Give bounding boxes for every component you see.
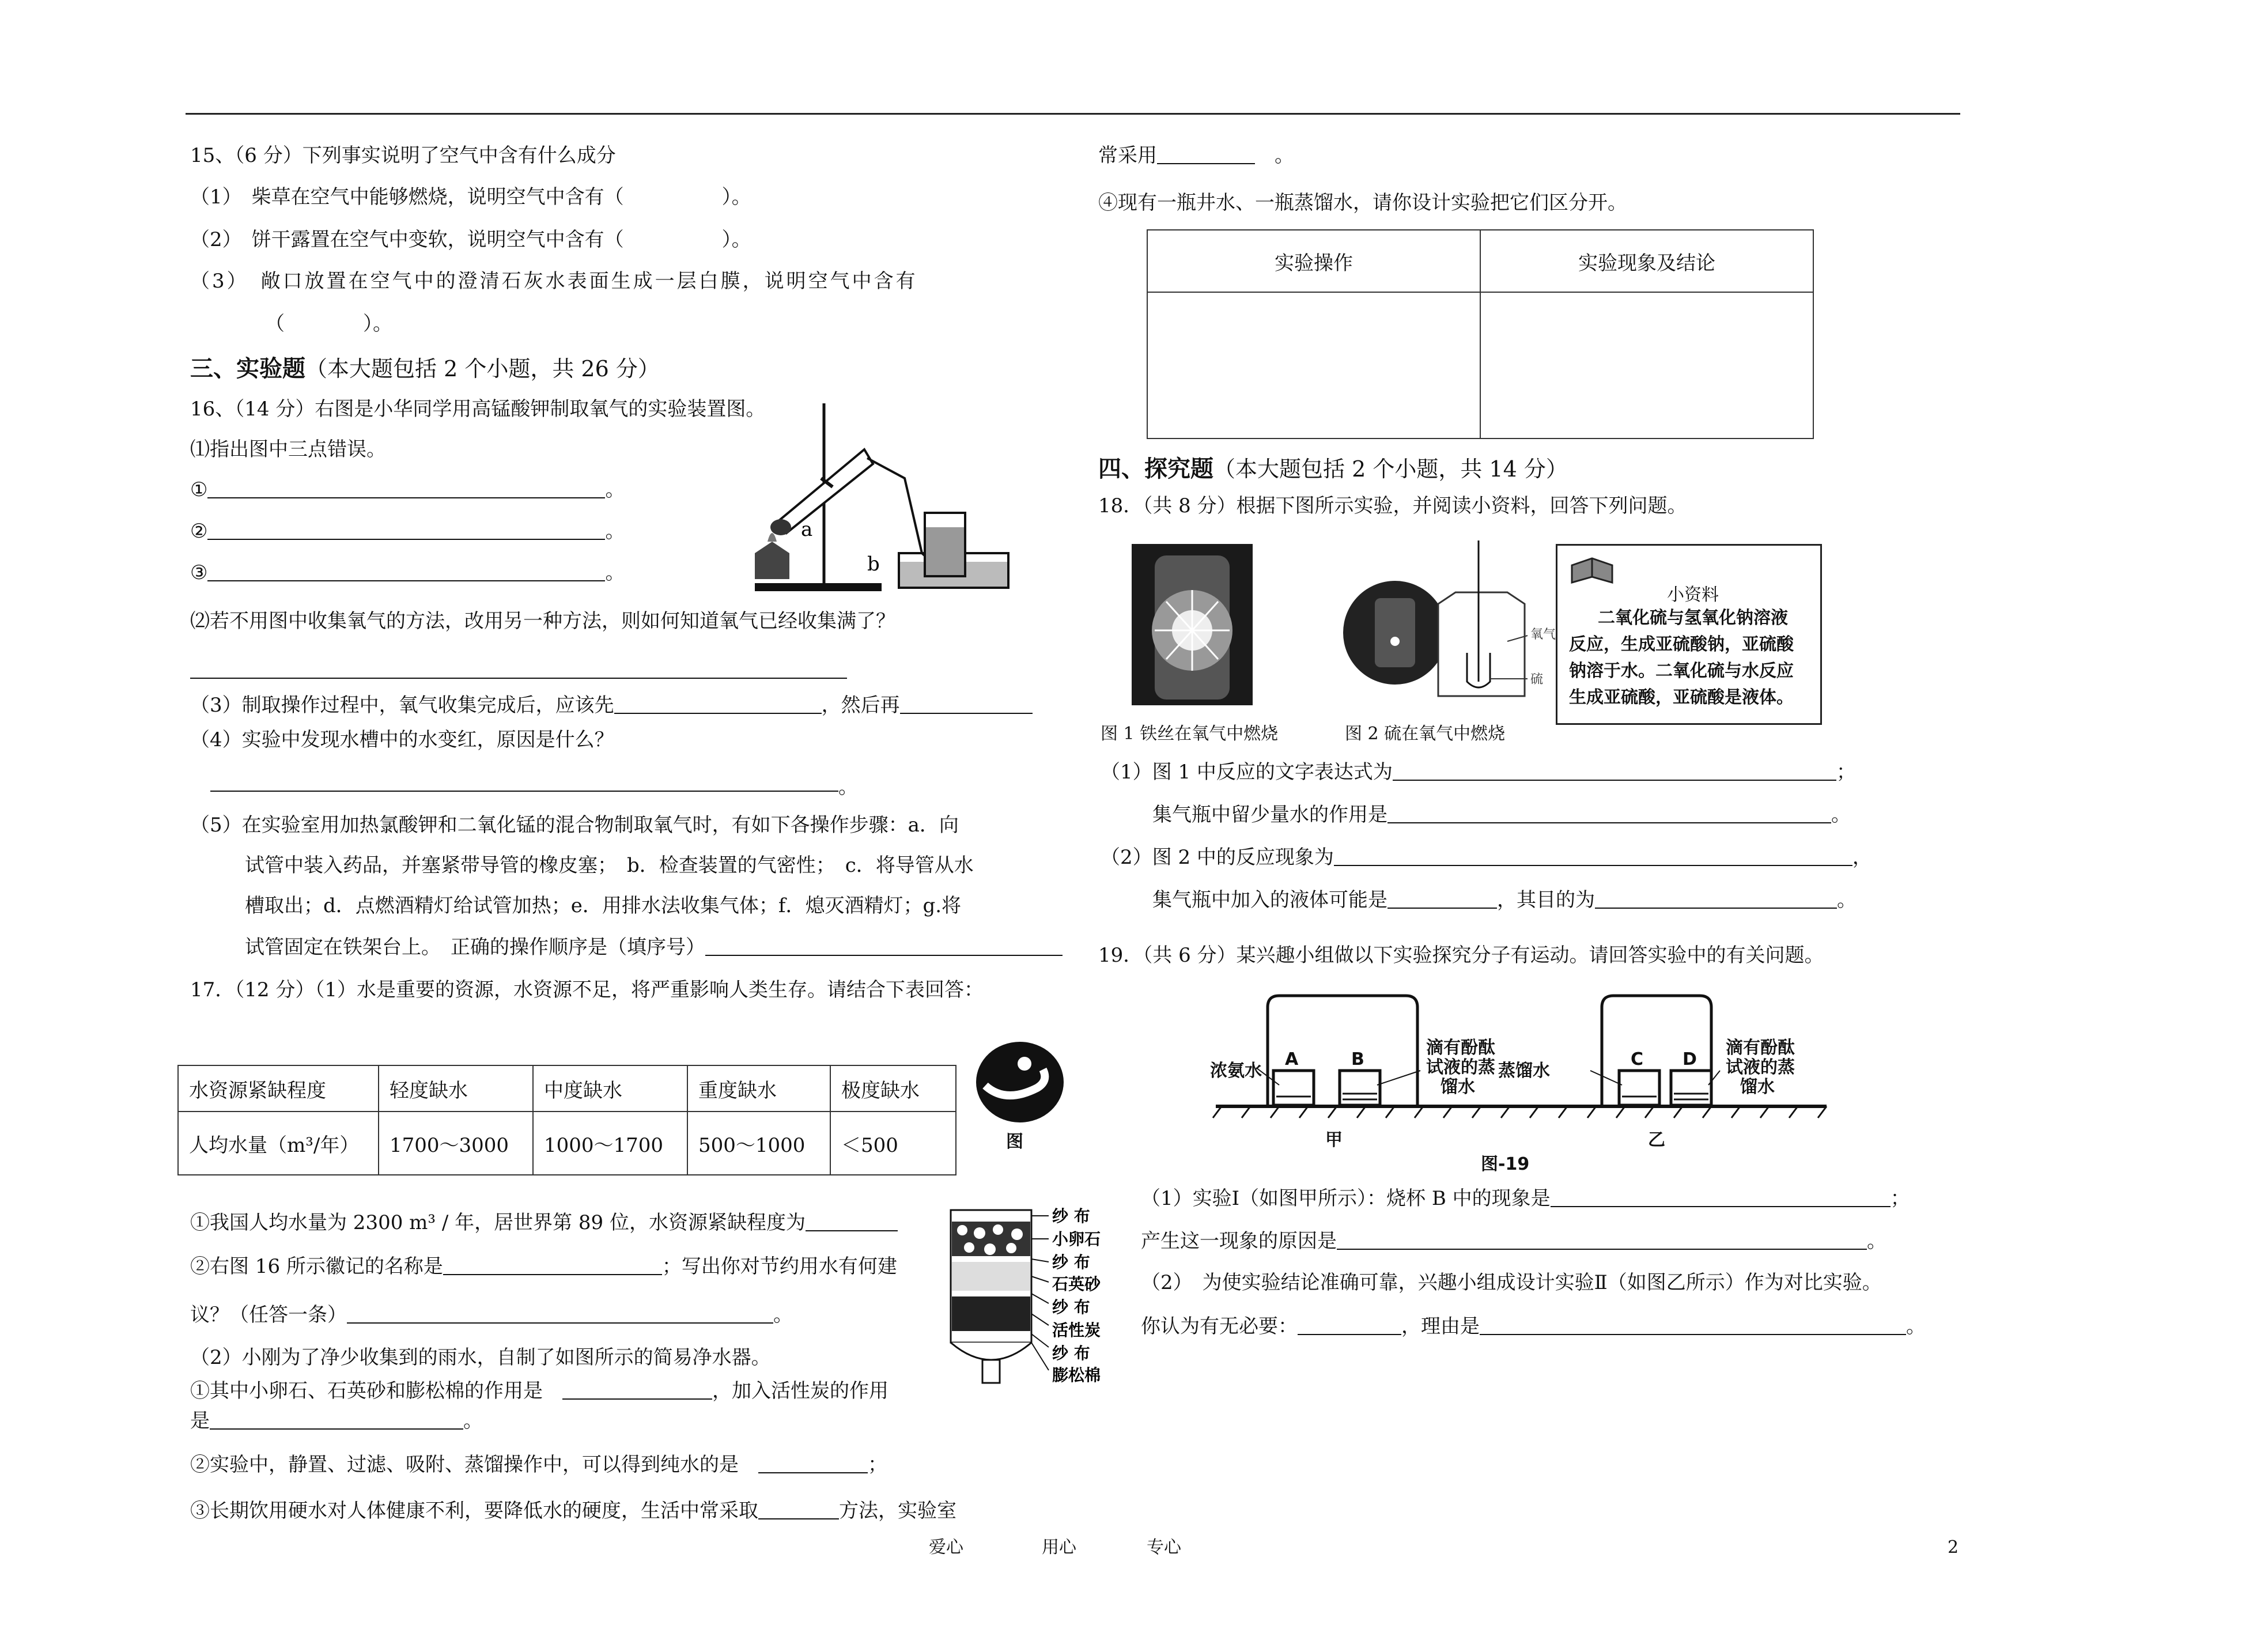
q17-b2: ②实验中，静置、过滤、吸附、蒸馏操作中，可以得到纯水的是 ； — [190, 1453, 887, 1476]
water-saving-logo-icon — [974, 1041, 1066, 1127]
distilled-water-label: 蒸馏水 — [1498, 1061, 1550, 1081]
filter-label: 小卵石 — [1052, 1230, 1101, 1249]
oxygen-apparatus-figure — [732, 380, 1014, 599]
q16-part-4: （4）实验中发现水槽中的水变红，原因是什么？ — [190, 728, 614, 751]
drip-label: 试液的蒸 — [1726, 1057, 1795, 1078]
footer-text: 专心 — [1147, 1537, 1181, 1558]
q19-answer-2: 产生这一现象的原因是 。 — [1141, 1230, 1886, 1253]
q17-b3: ③长期饮用硬水对人体健康不利，要降低水的硬度，生活中常采取 方法，实验室 — [190, 1499, 956, 1522]
logo-caption: 图 — [1006, 1132, 1023, 1152]
filter-label: 纱 布 — [1052, 1207, 1090, 1226]
answer-line — [210, 791, 838, 792]
q17-b1c: 是 。 — [190, 1409, 483, 1432]
right-line-0: 常采用 。 — [1098, 144, 1294, 167]
oxygen-label: 氧气 — [1530, 627, 1556, 642]
experiment-design-table — [1147, 229, 1814, 439]
iron-burning-photo — [1132, 544, 1253, 705]
figure-1-caption: 图 1 铁丝在氧气中燃烧 — [1101, 724, 1279, 744]
drip-label: 试液的蒸 — [1426, 1057, 1495, 1078]
table-header: 水资源紧缺程度 — [178, 1065, 379, 1112]
filter-label: 纱 布 — [1052, 1344, 1090, 1363]
footer-text: 用心 — [1042, 1537, 1076, 1558]
table-header: 重度缺水 — [687, 1065, 830, 1112]
q17-answer-2: ②右图 16 所示徽记的名称是 ；写出你对节约用水有何建 — [190, 1255, 897, 1278]
table-cell: 500～1000 — [687, 1112, 830, 1175]
beaker-a-label: A — [1285, 1049, 1299, 1069]
table-cell: 1700～3000 — [379, 1112, 533, 1175]
q17-answer-3: 议？（任答一条） 。 — [190, 1303, 793, 1326]
q15-title: 15、（6 分）下列事实说明了空气中含有什么成分 — [190, 144, 616, 167]
page-number: 2 — [1948, 1537, 1959, 1558]
q16-title: 16、（14 分）右图是小华同学用高锰酸钾制取氧气的实验装置图。 — [190, 398, 766, 421]
beaker-c-label: C — [1631, 1049, 1644, 1069]
group-yi-label: 乙 — [1648, 1130, 1665, 1150]
info-box-line: 生成亚硫酸，亚硫酸是液体。 — [1569, 687, 1794, 708]
table-header: 极度缺水 — [830, 1065, 956, 1112]
q16-part-2: ⑵若不用图中收集氧气的方法，改用另一种方法，则如何知道氧气已经收集满了？ — [190, 610, 895, 633]
q18-title: 18．（共 8 分）根据下图所示实验，并阅读小资料，回答下列问题。 — [1098, 494, 1687, 517]
q16-part-5b: 试管中装入药品，并塞紧带导管的橡皮塞； b．检查装置的气密性； c．将导管从水 — [245, 854, 974, 877]
filter-label: 石英砂 — [1052, 1275, 1101, 1294]
q15-line-1: （1） 柴草在空气中能够燃烧，说明空气中含有（ ）。 — [190, 186, 751, 209]
right-line-1: ④现有一瓶井水、一瓶蒸馏水，请你设计实验把它们区分开。 — [1098, 191, 1627, 214]
q19-answer-3: （2） 为使实验结论准确可靠，兴趣小组成设计实验Ⅱ（如图乙所示）作为对比实验。 — [1141, 1271, 1882, 1294]
q19-answer-1: （1）实验Ⅰ（如图甲所示）：烧杯 B 中的现象是 ； — [1141, 1187, 1910, 1210]
drip-label: 滴有酚酞 — [1726, 1038, 1795, 1058]
q17-answer-1: ①我国人均水量为 2300 m³ / 年，居世界第 89 位，水资源紧缺程度为 — [190, 1210, 898, 1235]
filter-label: 纱 布 — [1052, 1298, 1090, 1317]
beaker-d-label: D — [1683, 1049, 1697, 1069]
q16-error-3: ③ 。 — [190, 561, 625, 584]
q16-error-1: ① 。 — [190, 478, 625, 501]
figure-19-label: 图-19 — [1481, 1154, 1530, 1174]
table-cell: ＜500 — [830, 1112, 956, 1175]
water-scarcity-table — [177, 1065, 956, 1175]
drip-label: 馏水 — [1441, 1077, 1475, 1097]
answer-cell — [1147, 292, 1480, 438]
q18-answer-1: （1）图 1 中反应的文字表达式为 ； — [1101, 761, 1856, 784]
ammonia-label: 浓氨水 — [1210, 1061, 1262, 1081]
molecule-motion-figure — [1210, 990, 1832, 1174]
q18-answer-4: 集气瓶中加入的液体可能是 ，其目的为 。 — [1152, 889, 1857, 912]
q18-answer-2: 集气瓶中留少量水的作用是 。 — [1152, 803, 1851, 826]
drip-label: 滴有酚酞 — [1426, 1038, 1495, 1058]
sulfur-burning-figure — [1329, 540, 1571, 708]
table-cell: 1000～1700 — [533, 1112, 687, 1175]
info-box-line: 钠溶于水。二氧化硫与水反应 — [1569, 661, 1794, 681]
q16-error-2: ② 。 — [190, 520, 625, 543]
period: 。 — [838, 776, 858, 799]
answer-line — [190, 678, 847, 679]
q17-b1: ①其中小卵石、石英砂和膨松棉的作用是 ，加入活性炭的作用 — [190, 1379, 889, 1403]
q15-line-3: （3） 敞口放置在空气中的澄清石灰水表面生成一层白膜，说明空气中含有 — [190, 270, 918, 293]
q17-part-2: （2）小刚为了净少收集到的雨水，自制了如图所示的简易净水器。 — [190, 1346, 771, 1369]
apparatus-label-b: b — [867, 553, 880, 576]
book-icon — [1569, 554, 1615, 588]
table-header: 轻度缺水 — [379, 1065, 533, 1112]
table-header: 中度缺水 — [533, 1065, 687, 1112]
info-box-line: 二氧化硫与氢氧化钠溶液 — [1598, 608, 1788, 628]
footer-text: 爱心 — [929, 1537, 963, 1558]
info-box-title: 小资料 — [1667, 585, 1719, 605]
filter-label: 纱 布 — [1052, 1253, 1090, 1272]
q16-part-5c: 槽取出；d．点燃酒精灯给试管加热；e．用排水法收集气体；f．熄灭酒精灯；g.将 — [245, 894, 962, 917]
filter-label: 活性炭 — [1052, 1321, 1101, 1340]
sulfur-label: 硫 — [1530, 672, 1544, 687]
apparatus-label-a: a — [801, 518, 813, 541]
group-jia-label: 甲 — [1325, 1130, 1343, 1150]
filter-label: 膨松棉 — [1052, 1366, 1101, 1385]
q16-part-5d: 试管固定在铁架台上。 正确的操作顺序是（填序号） — [245, 935, 1063, 960]
q16-part-1: ⑴指出图中三点错误。 — [190, 438, 386, 461]
q16-part-5a: （5）在实验室用加热氯酸钾和二氧化锰的混合物制取氧气时，有如下各操作步骤：a．向 — [190, 814, 959, 837]
info-box — [1556, 544, 1822, 725]
drip-label: 馏水 — [1740, 1077, 1775, 1097]
info-box-line: 反应，生成亚硫酸钠，亚硫酸 — [1569, 634, 1794, 655]
section-3-heading: 三、实验题（本大题包括 2 个小题，共 26 分） — [190, 355, 660, 382]
q19-answer-4: 你认为有无必要： ，理由是 。 — [1141, 1315, 1926, 1338]
q15-line-2: （2） 饼干露置在空气中变软，说明空气中含有（ ）。 — [190, 228, 751, 251]
figure-2-caption: 图 2 硫在氧气中燃烧 — [1345, 724, 1506, 744]
q15-line-4: （ ）。 — [265, 312, 392, 335]
q17-title: 17．（12 分）（1）水是重要的资源，水资源不足，将严重影响人类生存。请结合下表回答： — [190, 978, 984, 1001]
q16-part-3: （3）制取操作过程中，氧气收集完成后，应该先 ，然后再 — [190, 693, 1033, 718]
beaker-b-label: B — [1351, 1049, 1364, 1069]
water-filter-figure — [945, 1204, 1129, 1412]
q19-title: 19．（共 6 分）某兴趣小组做以下实验探究分子有运动。请回答实验中的有关问题。 — [1098, 944, 1824, 967]
table-row-label: 人均水量（m³/年） — [178, 1112, 379, 1175]
section-4-heading: 四、探究题（本大题包括 2 个小题，共 14 分） — [1098, 455, 1568, 482]
answer-cell — [1480, 292, 1813, 438]
q18-answer-3: （2）图 2 中的反应现象为 ， — [1101, 846, 1872, 869]
table-header: 实验现象及结论 — [1480, 230, 1813, 292]
table-header: 实验操作 — [1147, 230, 1480, 292]
header-rule — [186, 113, 1960, 115]
